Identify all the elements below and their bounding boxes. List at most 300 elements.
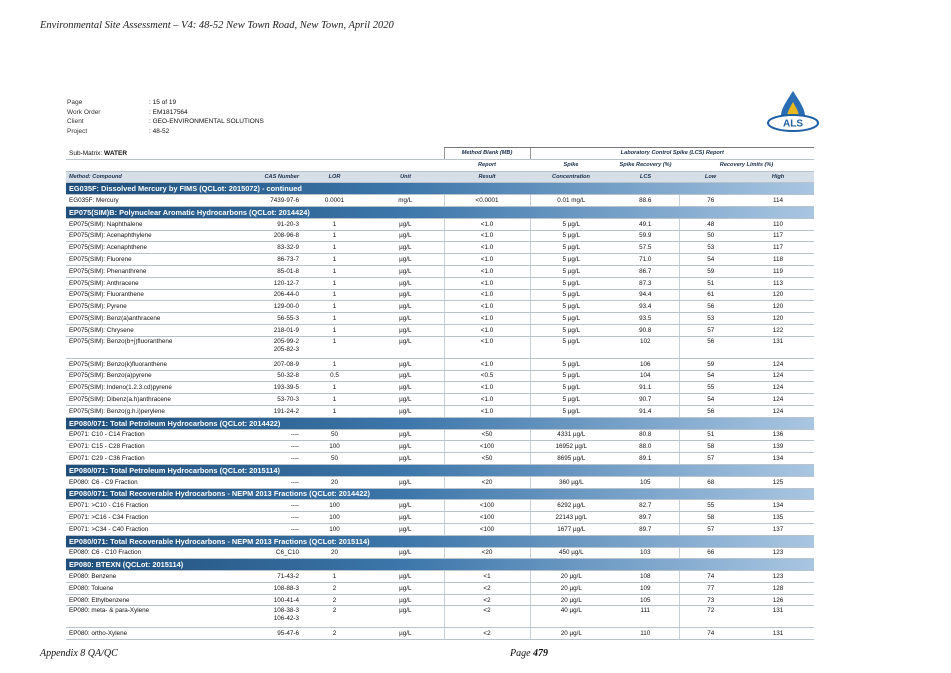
- recovery-high: 119: [742, 265, 814, 277]
- table-row: [66, 628, 814, 640]
- lor: 1: [302, 289, 367, 301]
- mb-result: <20: [444, 476, 530, 488]
- recovery-high: 117: [742, 242, 814, 254]
- meta-row: [67, 108, 264, 118]
- mb-result: <1.0: [444, 277, 530, 289]
- unit: µg/L: [367, 301, 444, 313]
- lor: 100: [302, 523, 367, 535]
- mb-result: <1.0: [444, 230, 530, 242]
- unit: µg/L: [367, 313, 444, 325]
- recovery-low: 54: [679, 394, 742, 406]
- lcs-recovery: 108: [612, 571, 679, 583]
- recovery-low: 55: [679, 500, 742, 512]
- mb-result: <1.0: [444, 218, 530, 230]
- lor: 1: [302, 358, 367, 370]
- lcs-recovery: 89.7: [612, 523, 679, 535]
- lor: 1: [302, 230, 367, 242]
- recovery-low: 55: [679, 382, 742, 394]
- spike-recovery-heading: Spike Recovery (%): [612, 159, 679, 171]
- lcs-recovery: 86.7: [612, 265, 679, 277]
- unit: µg/L: [367, 547, 444, 559]
- spike-concentration: 5 µg/L: [530, 301, 612, 313]
- lor: 100: [302, 512, 367, 524]
- spike-concentration: 5 µg/L: [530, 336, 612, 358]
- meta-value: : GEO-ENVIRONMENTAL SOLUTIONS: [149, 118, 264, 126]
- recovery-low: 58: [679, 441, 742, 453]
- mb-result: <1.0: [444, 242, 530, 254]
- lcs-recovery: 57.5: [612, 242, 679, 254]
- col-lor: LOR: [302, 171, 367, 183]
- unit: µg/L: [367, 571, 444, 583]
- recovery-low: 57: [679, 324, 742, 336]
- lor: 100: [302, 441, 367, 453]
- compound: EP071: C15 - C28 Fraction: [66, 441, 228, 453]
- document-header: Environmental Site Assessment – V4: 48-52 New Town Road, New Town, April 2020: [40, 20, 394, 31]
- recovery-high: 123: [742, 547, 814, 559]
- mb-result: <1.0: [444, 405, 530, 417]
- recovery-low: 74: [679, 571, 742, 583]
- recovery-high: 120: [742, 313, 814, 325]
- table-row: [66, 242, 814, 254]
- cas-number: 205-99-2 205-82-3: [228, 336, 302, 358]
- compound: EG035F: Mercury: [66, 195, 228, 207]
- table-row: [66, 230, 814, 242]
- mb-result: <1.0: [444, 358, 530, 370]
- meta-value: : 15 of 19: [149, 99, 177, 106]
- cas-number: 85-01-8: [228, 265, 302, 277]
- lor: 1: [302, 382, 367, 394]
- cas-number: 129-00-0: [228, 301, 302, 313]
- recovery-low: 57: [679, 523, 742, 535]
- recovery-high: 124: [742, 382, 814, 394]
- recovery-low: 72: [679, 606, 742, 628]
- cas-number: 100-41-4: [228, 594, 302, 606]
- section-title: EP080/071: Total Recoverable Hydrocarbons - NEPM 2013 Fractions (QCLot: 2015114): [66, 535, 814, 547]
- sub-matrix-label: Sub-Matrix:: [69, 149, 103, 157]
- lor: 2: [302, 606, 367, 628]
- lor: 1: [302, 394, 367, 406]
- compound: EP075(SIM): Pyrene: [66, 301, 228, 313]
- table-row: [66, 606, 814, 628]
- lcs-recovery: 102: [612, 336, 679, 358]
- lcs-recovery: 110: [612, 628, 679, 640]
- lcs-recovery: 105: [612, 476, 679, 488]
- lcs-recovery: 105: [612, 594, 679, 606]
- unit: µg/L: [367, 370, 444, 382]
- cas-number: 108-38-3 106-42-3: [228, 606, 302, 628]
- cas-number: 53-70-3: [228, 394, 302, 406]
- compound: EP075(SIM): Fluorene: [66, 254, 228, 266]
- report-meta: [67, 98, 264, 136]
- recovery-low: 53: [679, 313, 742, 325]
- col-result: Result: [444, 171, 530, 183]
- recovery-low: 61: [679, 289, 742, 301]
- table-row: [66, 277, 814, 289]
- unit: µg/L: [367, 277, 444, 289]
- mb-result: <1.0: [444, 254, 530, 266]
- table-row: [66, 358, 814, 370]
- compound: EP080: Benzene: [66, 571, 228, 583]
- unit: µg/L: [367, 523, 444, 535]
- spike-concentration: 20 µg/L: [530, 628, 612, 640]
- cas-number: 56-55-3: [228, 313, 302, 325]
- unit: µg/L: [367, 606, 444, 628]
- mb-result: <1.0: [444, 265, 530, 277]
- compound: EP075(SIM): Anthracene: [66, 277, 228, 289]
- recovery-high: 126: [742, 594, 814, 606]
- lcs-recovery: 94.4: [612, 289, 679, 301]
- recovery-high: 124: [742, 405, 814, 417]
- lcs-recovery: 89.7: [612, 512, 679, 524]
- table-row: [66, 324, 814, 336]
- recovery-high: 117: [742, 230, 814, 242]
- spike-concentration: 0.01 mg/L: [530, 195, 612, 207]
- spike-concentration: 360 µg/L: [530, 476, 612, 488]
- section-title: EP080/071: Total Petroleum Hydrocarbons (QCLot: 2015114): [66, 464, 814, 476]
- cas-number: ----: [228, 429, 302, 441]
- mb-result: <1.0: [444, 394, 530, 406]
- recovery-low: 58: [679, 512, 742, 524]
- sub-matrix-value: WATER: [104, 149, 128, 157]
- cas-number: 91-20-3: [228, 218, 302, 230]
- als-logo: [766, 88, 820, 134]
- lor: 2: [302, 594, 367, 606]
- cas-number: 208-96-8: [228, 230, 302, 242]
- unit: µg/L: [367, 382, 444, 394]
- footer-page-number: 479: [533, 648, 549, 659]
- recovery-high: 123: [742, 571, 814, 583]
- recovery-low: 54: [679, 254, 742, 266]
- section-header: [66, 206, 814, 218]
- cas-number: ----: [228, 441, 302, 453]
- cas-number: ----: [228, 453, 302, 465]
- recovery-low: 56: [679, 336, 742, 358]
- lor: 1: [302, 324, 367, 336]
- recovery-high: 125: [742, 476, 814, 488]
- spike-concentration: 5 µg/L: [530, 277, 612, 289]
- mb-result: <2: [444, 594, 530, 606]
- meta-value: : EM1817564: [149, 108, 188, 116]
- mb-result: <20: [444, 547, 530, 559]
- spike-concentration: 20 µg/L: [530, 582, 612, 594]
- unit: µg/L: [367, 324, 444, 336]
- compound: EP071: C29 - C36 Fraction: [66, 453, 228, 465]
- mb-result: <1.0: [444, 301, 530, 313]
- cas-number: 120-12-7: [228, 277, 302, 289]
- unit: µg/L: [367, 289, 444, 301]
- section-header: [66, 183, 814, 195]
- recovery-high: 136: [742, 429, 814, 441]
- unit: µg/L: [367, 405, 444, 417]
- recovery-low: 76: [679, 195, 742, 207]
- lor: 20: [302, 547, 367, 559]
- recovery-low: 48: [679, 218, 742, 230]
- compound: EP071: >C34 - C40 Fraction: [66, 523, 228, 535]
- meta-key: Work Order: [67, 108, 101, 116]
- recovery-high: 113: [742, 277, 814, 289]
- mb-result: <50: [444, 429, 530, 441]
- compound: EP071: >C10 - C16 Fraction: [66, 500, 228, 512]
- cas-number: ----: [228, 476, 302, 488]
- table-row: [66, 382, 814, 394]
- lor: 1: [302, 218, 367, 230]
- spike-concentration: 5 µg/L: [530, 313, 612, 325]
- cas-number: 50-32-8: [228, 370, 302, 382]
- unit: µg/L: [367, 476, 444, 488]
- recovery-low: 56: [679, 301, 742, 313]
- section-header: [66, 464, 814, 476]
- spike-concentration: 20 µg/L: [530, 594, 612, 606]
- table-row: [66, 254, 814, 266]
- meta-key: Project: [67, 127, 88, 135]
- compound: EP075(SIM): Acenaphthylene: [66, 230, 228, 242]
- cas-number: ----: [228, 512, 302, 524]
- mb-result: <0.0001: [444, 195, 530, 207]
- lor: 100: [302, 500, 367, 512]
- recovery-high: 131: [742, 606, 814, 628]
- lor: 0.0001: [302, 195, 367, 207]
- lcs-recovery: 90.8: [612, 324, 679, 336]
- mb-result: <1.0: [444, 382, 530, 394]
- spike-concentration: 20 µg/L: [530, 571, 612, 583]
- cas-number: 191-24-2: [228, 405, 302, 417]
- table-row: [66, 500, 814, 512]
- lcs-recovery: 111: [612, 606, 679, 628]
- recovery-low: 50: [679, 230, 742, 242]
- compound: EP080: Toluene: [66, 582, 228, 594]
- compound: EP080: ortho-Xylene: [66, 628, 228, 640]
- section-title: EP075(SIM)B: Polynuclear Aromatic Hydrocarbons (QCLot: 2014424): [66, 206, 814, 218]
- section-header: [66, 559, 814, 571]
- spike-concentration: 1677 µg/L: [530, 523, 612, 535]
- recovery-high: 128: [742, 582, 814, 594]
- spike-concentration: 5 µg/L: [530, 382, 612, 394]
- unit: µg/L: [367, 500, 444, 512]
- unit: µg/L: [367, 358, 444, 370]
- lor: 1: [302, 301, 367, 313]
- recovery-high: 120: [742, 289, 814, 301]
- compound: EP075(SIM): Naphthalene: [66, 218, 228, 230]
- table-row: [66, 195, 814, 207]
- unit: µg/L: [367, 429, 444, 441]
- lcs-recovery: 49.1: [612, 218, 679, 230]
- unit: µg/L: [367, 218, 444, 230]
- cas-number: 218-01-9: [228, 324, 302, 336]
- lcs-recovery: 82.7: [612, 500, 679, 512]
- lcs-recovery: 71.0: [612, 254, 679, 266]
- mb-result: <1: [444, 571, 530, 583]
- lcs-recovery: 80.8: [612, 429, 679, 441]
- meta-key: Page: [67, 99, 83, 106]
- mb-result: <1.0: [444, 324, 530, 336]
- recovery-low: 73: [679, 594, 742, 606]
- recovery-high: 118: [742, 254, 814, 266]
- recovery-low: 57: [679, 453, 742, 465]
- recovery-low: 59: [679, 265, 742, 277]
- compound: EP075(SIM): Benzo(a)pyrene: [66, 370, 228, 382]
- spike-concentration: 22143 µg/L: [530, 512, 612, 524]
- col-unit: Unit: [367, 171, 444, 183]
- unit: µg/L: [367, 512, 444, 524]
- mb-result: <100: [444, 500, 530, 512]
- spike-heading: Spike: [530, 159, 612, 171]
- mb-result: <2: [444, 606, 530, 628]
- lcs-heading: Laboratory Control Spike (LCS) Report: [530, 148, 814, 160]
- lor: 2: [302, 582, 367, 594]
- col-low: Low: [679, 171, 742, 183]
- recovery-low: 56: [679, 405, 742, 417]
- recovery-low: 51: [679, 429, 742, 441]
- table-row: [66, 370, 814, 382]
- cas-number: 108-88-3: [228, 582, 302, 594]
- lcs-recovery: 91.1: [612, 382, 679, 394]
- unit: µg/L: [367, 242, 444, 254]
- lcs-recovery: 88.0: [612, 441, 679, 453]
- unit: µg/L: [367, 265, 444, 277]
- mb-result: <1.0: [444, 289, 530, 301]
- lcs-recovery: 93.4: [612, 301, 679, 313]
- recovery-low: 54: [679, 370, 742, 382]
- table-row: [66, 512, 814, 524]
- mb-result: <2: [444, 628, 530, 640]
- unit: µg/L: [367, 628, 444, 640]
- table-row: [66, 594, 814, 606]
- unit: µg/L: [367, 254, 444, 266]
- unit: µg/L: [367, 582, 444, 594]
- table-row: [66, 476, 814, 488]
- meta-row: [67, 117, 264, 127]
- recovery-high: 135: [742, 512, 814, 524]
- col-cas: CAS Number: [228, 171, 302, 183]
- recovery-high: 122: [742, 324, 814, 336]
- table-row: [66, 336, 814, 358]
- meta-row: [67, 98, 264, 108]
- lor: 0.5: [302, 370, 367, 382]
- lcs-recovery: 89.1: [612, 453, 679, 465]
- spike-concentration: 5 µg/L: [530, 394, 612, 406]
- lcs-recovery: 87.3: [612, 277, 679, 289]
- compound: EP075(SIM): Phenanthrene: [66, 265, 228, 277]
- lcs-recovery: 59.9: [612, 230, 679, 242]
- table-row: [66, 453, 814, 465]
- lcs-recovery: 93.5: [612, 313, 679, 325]
- recovery-low: 53: [679, 242, 742, 254]
- table-row: [66, 218, 814, 230]
- col-high: High: [742, 171, 814, 183]
- spike-concentration: 8695 µg/L: [530, 453, 612, 465]
- lor: 1: [302, 277, 367, 289]
- lor: 1: [302, 265, 367, 277]
- mb-result: <100: [444, 441, 530, 453]
- spike-concentration: 40 µg/L: [530, 606, 612, 628]
- lcs-recovery: 103: [612, 547, 679, 559]
- compound: EP080: C6 - C9 Fraction: [66, 476, 228, 488]
- cas-number: C6_C10: [228, 547, 302, 559]
- recovery-high: 131: [742, 336, 814, 358]
- cas-number: 95-47-6: [228, 628, 302, 640]
- recovery-high: 120: [742, 301, 814, 313]
- svg-text:ALS: ALS: [783, 118, 803, 130]
- qc-table: [66, 147, 814, 640]
- table-row: [66, 405, 814, 417]
- recovery-high: 110: [742, 218, 814, 230]
- lor: 50: [302, 453, 367, 465]
- compound: EP080: Ethylbenzene: [66, 594, 228, 606]
- cas-number: 207-08-9: [228, 358, 302, 370]
- mb-result: <1.0: [444, 313, 530, 325]
- mb-result: <1.0: [444, 336, 530, 358]
- recovery-high: 131: [742, 628, 814, 640]
- recovery-high: 124: [742, 370, 814, 382]
- col-lcs: LCS: [612, 171, 679, 183]
- spike-concentration: 5 µg/L: [530, 254, 612, 266]
- lcs-recovery: 109: [612, 582, 679, 594]
- mb-result: <100: [444, 512, 530, 524]
- section-header: [66, 535, 814, 547]
- section-title: EP080/071: Total Recoverable Hydrocarbons - NEPM 2013 Fractions (QCLot: 2014422): [66, 488, 814, 500]
- compound: EP080: C6 - C10 Fraction: [66, 547, 228, 559]
- table-row: [66, 441, 814, 453]
- compound: EP075(SIM): Benz(a)anthracene: [66, 313, 228, 325]
- spike-concentration: 6292 µg/L: [530, 500, 612, 512]
- section-title: EP080/071: Total Petroleum Hydrocarbons (QCLot: 2014422): [66, 417, 814, 429]
- mb-result: <0.5: [444, 370, 530, 382]
- table-row: [66, 429, 814, 441]
- section-header: [66, 417, 814, 429]
- recovery-high: 134: [742, 500, 814, 512]
- compound: EP075(SIM): Acenaphthene: [66, 242, 228, 254]
- compound: EP080: meta- & para-Xylene: [66, 606, 228, 628]
- spike-concentration: 5 µg/L: [530, 230, 612, 242]
- section-title: EG035F: Dissolved Mercury by FIMS (QCLot: 2015072) - continued: [66, 183, 814, 195]
- lcs-recovery: 106: [612, 358, 679, 370]
- col-compound: Method: Compound: [66, 171, 228, 183]
- meta-key: Client: [67, 118, 84, 126]
- recovery-high: 124: [742, 394, 814, 406]
- method-blank-sub: Report: [444, 159, 530, 171]
- spike-concentration: 5 µg/L: [530, 370, 612, 382]
- spike-concentration: 4331 µg/L: [530, 429, 612, 441]
- recovery-low: 51: [679, 277, 742, 289]
- lcs-recovery: 90.7: [612, 394, 679, 406]
- compound: EP075(SIM): Fluoranthene: [66, 289, 228, 301]
- lor: 1: [302, 313, 367, 325]
- table-row: [66, 301, 814, 313]
- unit: µg/L: [367, 594, 444, 606]
- lor: 50: [302, 429, 367, 441]
- lor: 1: [302, 254, 367, 266]
- table-row: [66, 265, 814, 277]
- recovery-low: 66: [679, 547, 742, 559]
- spike-concentration: 450 µg/L: [530, 547, 612, 559]
- spike-concentration: 5 µg/L: [530, 242, 612, 254]
- compound: EP075(SIM): Benzo(k)fluoranthene: [66, 358, 228, 370]
- compound: EP071: >C16 - C34 Fraction: [66, 512, 228, 524]
- table-row: [66, 571, 814, 583]
- unit: µg/L: [367, 230, 444, 242]
- cas-number: 86-73-7: [228, 254, 302, 266]
- lor: 1: [302, 336, 367, 358]
- section-title: EP080: BTEXN (QCLot: 2015114): [66, 559, 814, 571]
- table-row: [66, 582, 814, 594]
- table-row: [66, 523, 814, 535]
- cas-number: 83-32-9: [228, 242, 302, 254]
- lor: 1: [302, 242, 367, 254]
- footer-appendix: Appendix 8 QA/QC: [40, 648, 118, 659]
- recovery-high: 114: [742, 195, 814, 207]
- mb-result: <100: [444, 523, 530, 535]
- recovery-high: 134: [742, 453, 814, 465]
